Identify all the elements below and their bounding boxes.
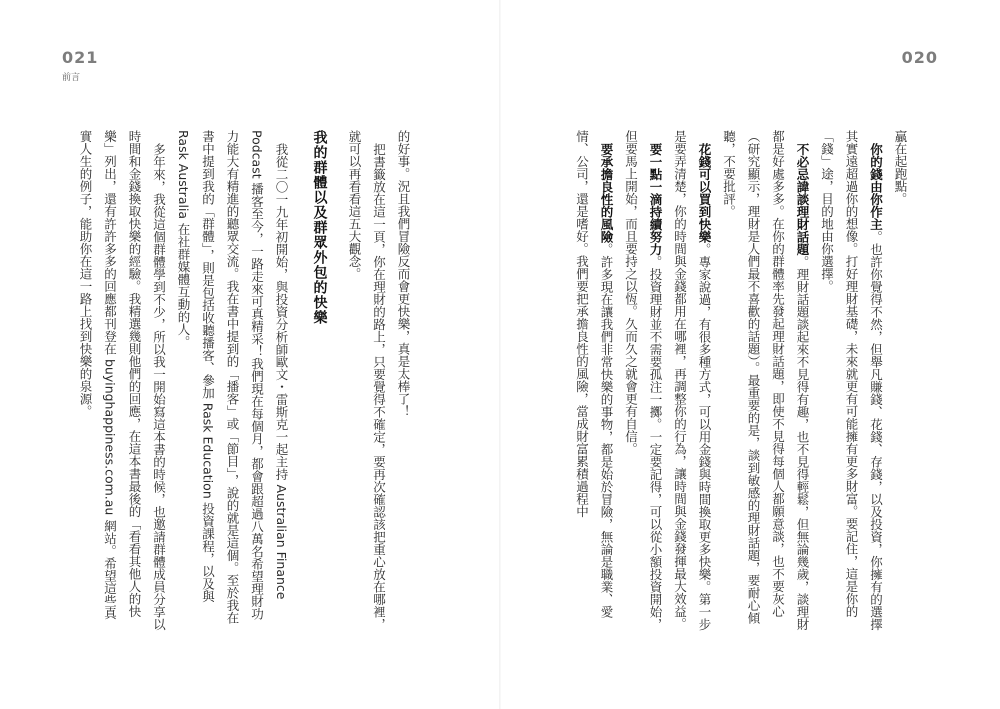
paragraph: 花錢可以買到快樂。專家說過，有很多種方式，可以用金錢與時間換取更多快樂。第一步是要弄清楚，你的時間與金錢都用在哪裡，再調整你的行為，讓時間與金錢發揮最大效益。 — [672, 130, 712, 630]
left-page-number: 021 — [62, 48, 99, 67]
paragraph: 要一點一滴持續努力。投資理財並不需要孤注一擲。一定要記得，可以從小額投資開始，但要馬上開始，而且要持之以恆。久而久之就會更有自信。 — [623, 130, 663, 630]
paragraph: 把書籤放在這一頁，你在理財的路上，只要覺得不確定，要再次確認該把重心放在哪裡，就可以再看看這五大觀念。 — [347, 130, 387, 630]
paragraph: 的好事。況且我們冒險反而會更快樂，真是太棒了！ — [396, 130, 411, 418]
paragraph: 不必忌諱談理財話題。理財話題談起來不見得有趣，也不見得輕鬆，但無論幾歲，談理財都是好處多多。在你的群體率先發起理財話題，即使不見得每個人都願意談，也不要灰心（研究顯示，理財是人們最不喜歡的話題）。最重要的是，談到敏感的理財話題，要耐心傾聽，不要批評。 — [721, 130, 810, 630]
key-point: 要承擔良性的風險 — [599, 142, 614, 243]
paragraph: 多年來，我從這個群體學到不少，所以我一開始寫這本書的時候，也邀請群體成員分享以時間和金錢換取快樂的經驗。我精選幾則他們的回應，在這本書最後的「看看其他人的快樂」列出，還有許許多多的回應都刊登在 buyinghappiness.com.au 網站。希望這些真實人生的例子，能助你在這一路上找到快樂的泉源。 — [78, 130, 167, 630]
key-point: 要一點一滴持續努力 — [648, 142, 663, 255]
key-point: 你的錢由你作主 — [868, 142, 884, 230]
page-gutter — [499, 0, 501, 709]
key-point: 花錢可以買到快樂 — [697, 142, 712, 243]
paragraph: 贏在起跑點。 — [893, 130, 908, 205]
left-page-body — [80, 130, 415, 630]
paragraph: 我從二〇一九年初開始，與投資分析師歐文・雷斯克一起主持 Australian Finance Podcast 播客至今，一路走來可真精采！我們現在每個月，都會跟超過八萬名希望理財功力能大有精進的聽眾交流。我在書中提到的「播客」或「節目」，說的就是這個。至於我在書中提到我的「群體」，則是包括收聽播客、參加 Rask Education 投資課程，以及與 Rask Australia 在社群媒體互動的人。 — [176, 130, 289, 624]
right-page-body — [574, 130, 912, 630]
right-page-number: 020 — [901, 48, 938, 67]
key-point: 不必忌諱談理財話題 — [795, 142, 810, 255]
section-heading: 我的群體以及群眾外包的快樂 — [311, 130, 328, 325]
paragraph: 你的錢由你作主。也許你覺得不然，但舉凡賺錢、花錢、存錢，以及投資，你擁有的選擇其實遠超過你的想像。打好理財基礎，未來就更有可能擁有更多財富。要記住，這是你的「錢」途，目的地由你選擇。 — [819, 130, 884, 630]
chapter-label: 前言 — [62, 73, 81, 83]
paragraph: 要承擔良性的風險。許多現在讓我們非常快樂的事物，都是始於冒險，無論是職業、愛情、公司，還是嗜好。我們要把承擔良性的風險，當成財富累積過程中 — [574, 130, 614, 618]
